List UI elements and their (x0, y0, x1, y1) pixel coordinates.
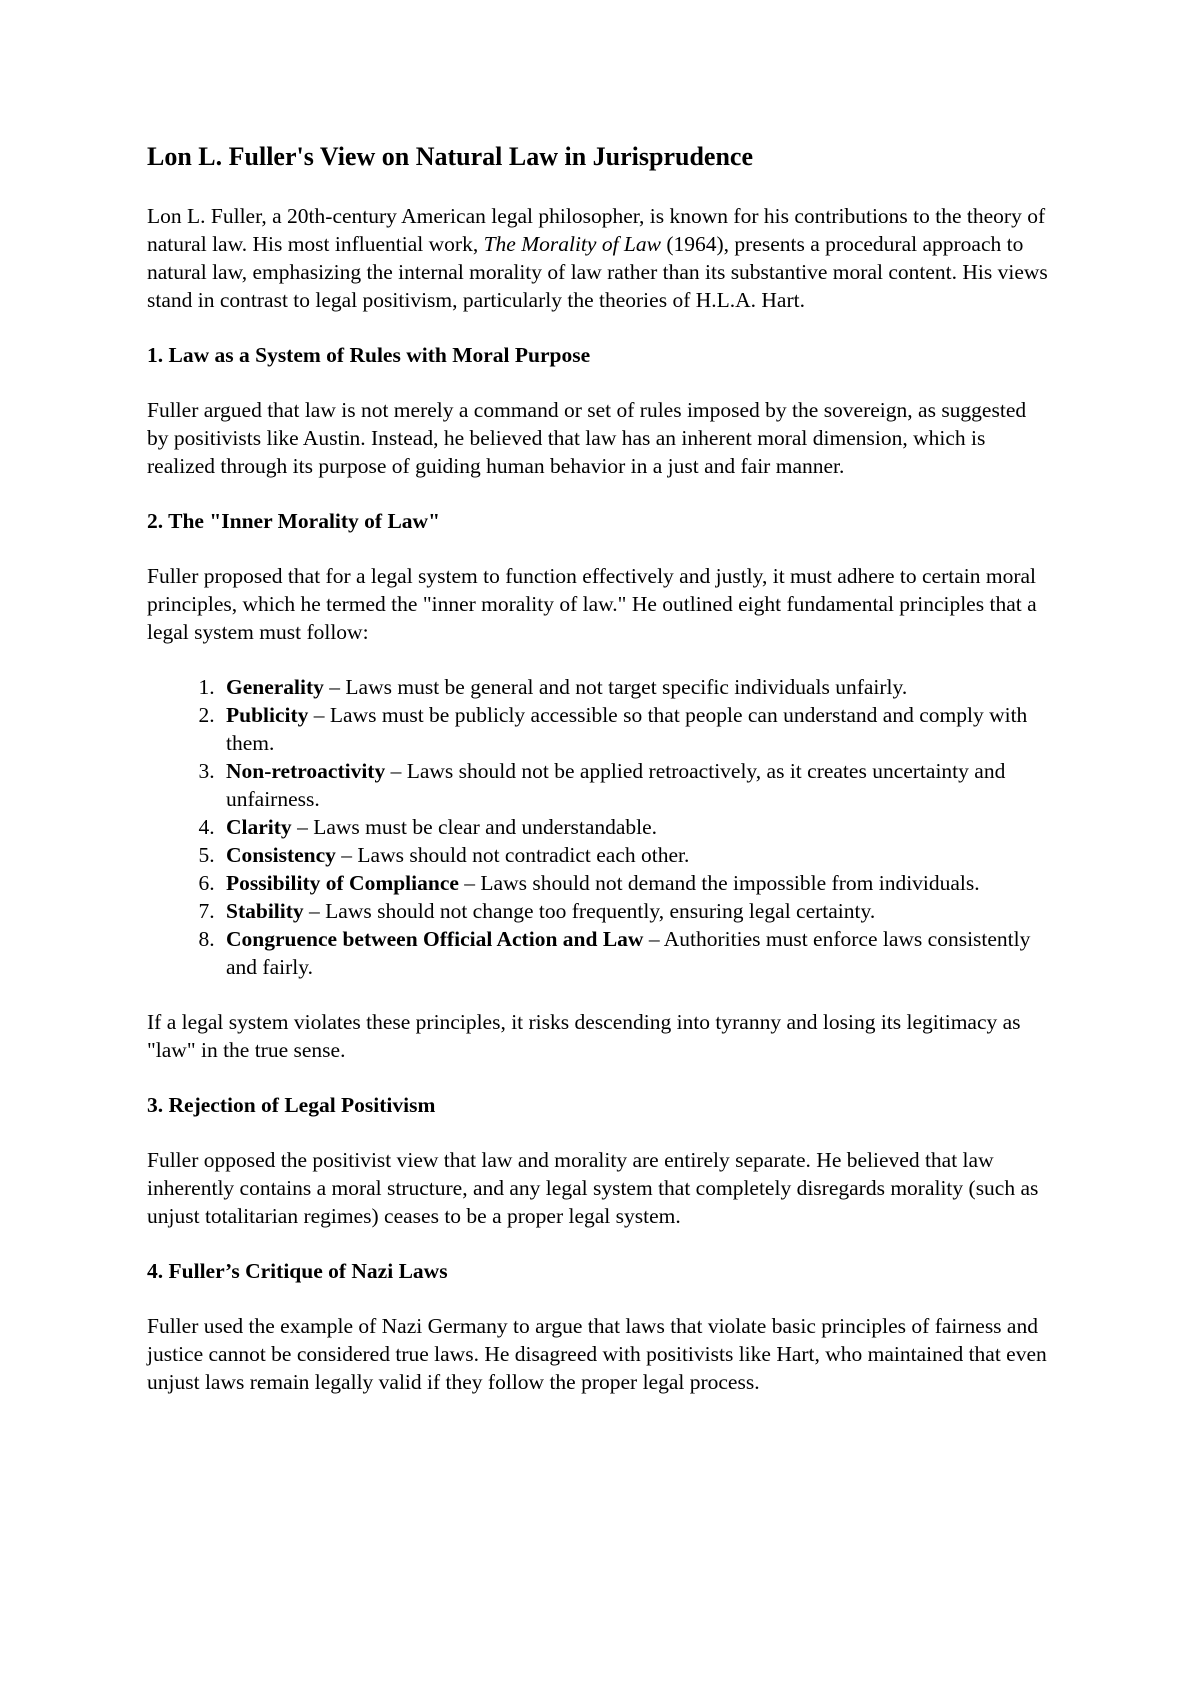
intro-text-start: Lon L. Fuller, a 20th-century American legal philosopher, is known for his contributions to the theory of natural law. His most influential work, (147, 204, 1046, 256)
list-item (220, 701, 1050, 757)
principle-desc: – Laws should not demand the impossible from individuals. (458, 871, 980, 895)
list-item (220, 757, 1050, 813)
principle-desc: – Laws must be clear and understandable. (291, 815, 658, 839)
section-4-body: Fuller used the example of Nazi Germany to argue that laws that violate basic principles of fairness and justice cannot be considered true laws. He disagreed with positivists like Hart, who maintained that even unjust laws remain legally valid if they follow the proper legal process. (147, 1314, 1047, 1394)
section-2-body: Fuller proposed that for a legal system to function effectively and justly, it must adhere to certain moral principles, which he termed the "inner morality of law." He outlined eight fundamental principles that a legal system must follow: (147, 564, 1037, 644)
section-3-body: Fuller opposed the positivist view that law and morality are entirely separate. He believed that law inherently contains a moral structure, and any legal system that completely disregards morality (such as unjust totalitarian regimes) ceases to be a proper legal system. (147, 1148, 1039, 1228)
section-4-heading: 4. Fuller’s Critique of Nazi Laws (147, 1259, 448, 1283)
list-item (220, 925, 1050, 981)
principle-desc: – Laws must be general and not target specific individuals unfairly. (323, 675, 908, 699)
section-2-conclusion: If a legal system violates these principles, it risks descending into tyranny and losing its legitimacy as "law" in the true sense. (147, 1010, 1021, 1062)
section-1-heading: 1. Law as a System of Rules with Moral Purpose (147, 343, 591, 367)
section-1-body: Fuller argued that law is not merely a command or set of rules imposed by the sovereign, as suggested by positivists like Austin. Instead, he believed that law has an inherent moral dimension, which is realized through its purpose of guiding human behavior in a just and fair manner. (147, 398, 1027, 478)
intro-text-end: (1964), presents a procedural approach to natural law, emphasizing the internal morality of law rather than its substantive moral content. His views stand in contrast to legal positivism, particularly the theories of H.L.A. Hart. (147, 232, 1048, 312)
principle-desc: – Laws must be publicly accessible so that people can understand and comply with them. (226, 703, 1028, 755)
principle-desc: – Laws should not contradict each other. (335, 843, 690, 867)
list-item (220, 673, 1050, 701)
principle-term: Congruence between Official Action and Law (226, 927, 644, 951)
book-title: The Morality of Law (483, 232, 661, 256)
principle-term: Non-retroactivity (226, 759, 386, 783)
principle-term: Possibility of Compliance (226, 871, 459, 895)
principles-list (147, 673, 1050, 981)
principle-term: Consistency (226, 843, 336, 867)
section-3-heading: 3. Rejection of Legal Positivism (147, 1093, 436, 1117)
principle-desc: – Authorities must enforce laws consistently and fairly. (226, 927, 1031, 979)
principle-term: Generality (226, 675, 324, 699)
principle-desc: – Laws should not be applied retroactively, as it creates uncertainty and unfairness. (226, 759, 1006, 811)
principle-desc: – Laws should not change too frequently, ensuring legal certainty. (303, 899, 876, 923)
list-item (220, 897, 1050, 925)
section-2-heading: 2. The "Inner Morality of Law" (147, 509, 441, 533)
principle-term: Stability (226, 899, 304, 923)
intro-paragraph (147, 202, 1050, 314)
principle-term: Publicity (226, 703, 309, 727)
list-item (220, 841, 1050, 869)
principle-term: Clarity (226, 815, 292, 839)
document-title: Lon L. Fuller's View on Natural Law in Jurisprudence (147, 142, 753, 171)
list-item (220, 869, 1050, 897)
list-item (220, 813, 1050, 841)
